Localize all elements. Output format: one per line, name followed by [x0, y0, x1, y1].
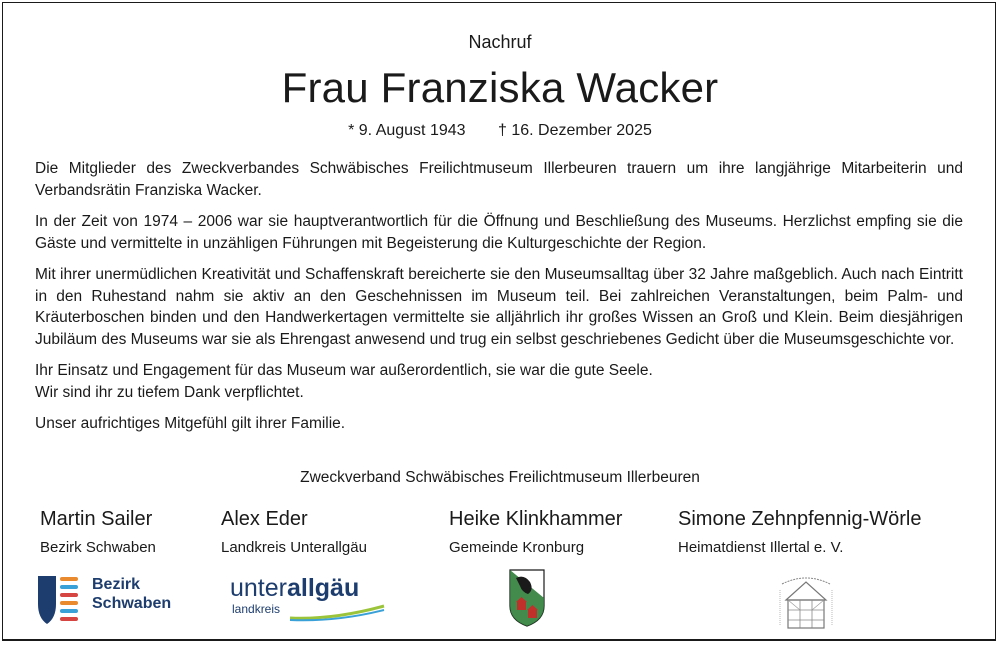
- paragraph: In der Zeit von 1974 – 2006 war sie hauptverantwortlich für die Öffnung und Beschließung des Museums. Herzlichst empfing sie die Gäste und vermittelte in unzähligen Führungen mit Begeisterung die Kulturgeschichte der Region.: [35, 213, 963, 252]
- signatory: [449, 508, 622, 556]
- logo-sub: landkreis: [232, 602, 281, 616]
- life-dates: [0, 122, 1000, 140]
- kronburg-coat-of-arms: [508, 568, 546, 628]
- half-timbered-house-seal-icon: [776, 570, 836, 632]
- coat-of-arms-icon: [508, 568, 546, 628]
- bezirk-logo-line2: Schwaben: [92, 595, 172, 612]
- signatory: [40, 508, 156, 556]
- obituary-heading: Nachruf: [468, 32, 532, 52]
- obituary-text: [35, 158, 963, 445]
- bezirk-schwaben-logo: [37, 574, 187, 626]
- deceased-name: Frau Franziska Wacker: [281, 64, 719, 111]
- signatory: [221, 508, 367, 556]
- organization-name: Zweckverband Schwäbisches Freilichtmuseum Illerbeuren: [300, 469, 700, 486]
- signatory-name: Heike Klinkhammer: [449, 508, 623, 530]
- logo-word-unter: unter: [230, 574, 287, 602]
- signatory: [678, 508, 921, 556]
- unterallgaeu-logo: [230, 574, 390, 624]
- signatory-name: Simone Zehnpfennig-Wörle: [678, 508, 922, 530]
- signatory-name: Martin Sailer: [40, 508, 153, 530]
- heimatdienst-seal: [776, 570, 836, 632]
- swoosh-icon: [288, 600, 386, 622]
- paragraph: Die Mitglieder des Zweckverbandes Schwäbisches Freilichtmuseum Illerbeuren trauern um ihre langjährige Mitarbeiterin und Verbandsrätin Franziska Wacker.: [35, 160, 963, 199]
- logo-word-allgaeu: allgäu: [286, 574, 360, 602]
- paragraph: Ihr Einsatz und Engagement für das Museum war außerordentlich, sie war die gute Seele. Wir sind ihr zu tiefem Dank verpflichtet.: [35, 362, 653, 401]
- paragraph: Mit ihrer unermüdlichen Kreativität und Schaffenskraft bereicherte sie den Museumsalltag über 32 Jahre maßgeblich. Auch nach Eintritt in den Ruhestand nahm sie aktiv an den Geschehnissen im Museum teil. Bei zahlreichen Veranstaltungen, beim Palm- und Kräuterboschen binden und den Handwerkertagen vermittelte sie alljährlich ihr großes Wissen an Groß und Klein. Beim diesjährigen Jubiläum des Museums war sie als Ehrengast anwesend und trug ein selbst geschriebenes Gedicht über die Museumsgeschichte vor.: [35, 266, 963, 348]
- paragraph: Unser aufrichtiges Mitgefühl gilt ihrer Familie.: [35, 415, 346, 432]
- signatory-name: Alex Eder: [221, 508, 308, 530]
- birth-date: * 9. August 1943: [348, 122, 466, 139]
- signatory-role: Bezirk Schwaben: [40, 539, 156, 556]
- signatory-role: Heimatdienst Illertal e. V.: [678, 539, 844, 556]
- signatory-role: Landkreis Unterallgäu: [221, 539, 367, 556]
- death-date: † 16. Dezember 2025: [498, 122, 652, 139]
- signatory-role: Gemeinde Kronburg: [449, 539, 585, 556]
- bezirk-logo-line1: Bezirk: [92, 576, 141, 593]
